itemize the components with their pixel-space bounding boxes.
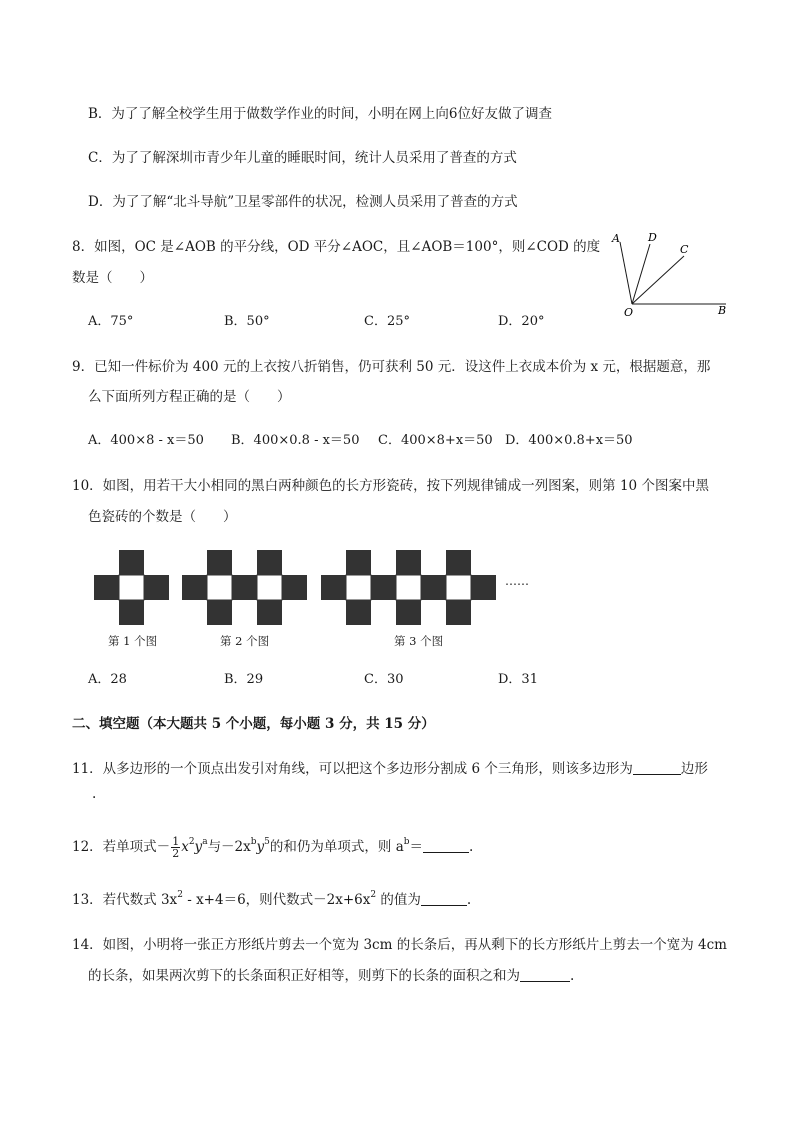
caption-figure-2: 第 2 个图 [220,634,270,648]
ray-oa [620,242,632,304]
angle-figure [608,228,738,320]
var-y: y [194,839,203,855]
pattern-ellipsis: …… [505,574,529,588]
q14-text: 的长条，如果两次剪下的长条面积正好相等，则剪下的长条的面积之和为 [88,968,520,984]
q10-option-c: C．30 [364,672,404,687]
ray-oc [632,256,684,304]
label-a: A [612,232,620,245]
answer-blank [633,760,681,775]
tile-pattern-2 [182,550,308,626]
exponent: 2 [370,890,377,900]
q14-end: . [570,968,575,984]
fraction-numerator: 1 [172,835,180,848]
exponent: 5 [264,837,270,847]
fraction-one-half [171,836,180,859]
q8-option-a: A．75° [88,314,134,329]
q8-option-b: B．50° [224,314,270,329]
q12-prefix: 12．若单项式－ [72,839,171,855]
var-y: y [256,839,265,855]
caption-figure-1: 第 1 个图 [108,634,158,648]
q13-end: . [466,892,472,908]
q11-text: 11．从多边形的一个顶点出发引对角线，可以把这个多边形分割成 6 个三角形，则该多边形为 [72,761,633,777]
q9-option-d: D．400×0.8+x＝50 [505,433,633,448]
q13-text: - x+4＝6，则代数式－2x+6x [182,892,371,908]
q14-stem-line1: 14．如图，小明将一张正方形纸片剪去一个宽为 3cm 的长条后，再从剩下的长方形纸片上剪去一个宽为 4cm [72,937,727,953]
answer-blank [423,838,469,853]
answer-blank [520,967,570,982]
q10-option-b: B．29 [224,672,264,687]
q12-text: ＝ [409,839,424,855]
q9-stem-line1: 9．已知一件标价为 400 元的上衣按八折销售，仍可获利 50 元．设这件上衣成本价为 x 元，根据题意，那 [72,359,711,375]
ray-od [632,244,650,304]
caption-figure-3: 第 3 个图 [394,634,444,648]
q13-stem [72,890,471,910]
q12-end: . [469,839,474,855]
q12-text: 的和仍为单项式，则 a [269,839,404,855]
exponent: b [403,837,410,847]
exponent: b [250,837,257,847]
answer-blank [421,891,467,906]
q10-stem-line1: 10．如图，用若干大小相同的黑白两种颜色的长方形瓷砖，按下列规律铺成一列图案，则第 10 个图案中黑 [72,478,709,494]
tile-pattern-1 [94,550,170,626]
q12-text: 与－2x [207,839,251,855]
q8-stem-line1: 8．如图，OC 是∠AOB 的平分线，OD 平分∠AOC，且∠AOB＝100°，则∠COD 的度 [72,239,601,255]
q8-option-c: C．25° [364,314,410,329]
label-o: O [624,306,634,319]
q13-text: 13．若代数式 3x [72,892,178,908]
q11-suffix: 边形 [680,761,708,777]
q9-option-a: A．400×8 - x＝50 [88,433,204,448]
q12-stem [72,836,473,859]
q7-option-c: C．为了了解深圳市青少年儿童的睡眠时间，统计人员采用了普查的方式 [88,150,517,166]
q11-stem-line2: . [92,786,97,802]
q9-option-b: B．400×0.8 - x＝50 [231,433,360,448]
exponent: a [202,837,208,847]
exponent: 2 [177,890,183,900]
q11-stem-line1 [72,759,708,779]
q9-option-c: C．400×8+x＝50 [378,433,493,448]
q10-option-d: D．31 [498,672,538,687]
q10-stem-line2: 色瓷砖的个数是（ ） [88,509,237,525]
q9-stem-line2: 么下面所列方程正确的是（ ） [88,389,291,405]
q14-stem-line2 [88,966,574,986]
var-x: x [181,839,189,855]
q8-stem-line2: 数是（ ） [72,270,153,286]
q7-option-b: B．为了了解全校学生用于做数学作业的时间，小明在网上向6位好友做了调查 [88,106,553,122]
section-heading-fill-in: 二、填空题（本大题共 5 个小题，每小题 3 分，共 15 分） [72,716,435,732]
exponent: 2 [188,837,195,847]
q13-text: 的值为 [376,892,421,908]
q10-option-a: A．28 [88,672,127,687]
label-b: B [718,304,727,317]
fraction-denominator: 2 [172,847,180,860]
q7-option-d: D．为了了解“北斗导航”卫星零部件的状况，检测人员采用了普查的方式 [88,194,518,210]
label-c: C [680,243,689,256]
label-d: D [648,231,657,244]
tile-pattern-3 [321,550,497,626]
q8-option-d: D．20° [498,314,545,329]
